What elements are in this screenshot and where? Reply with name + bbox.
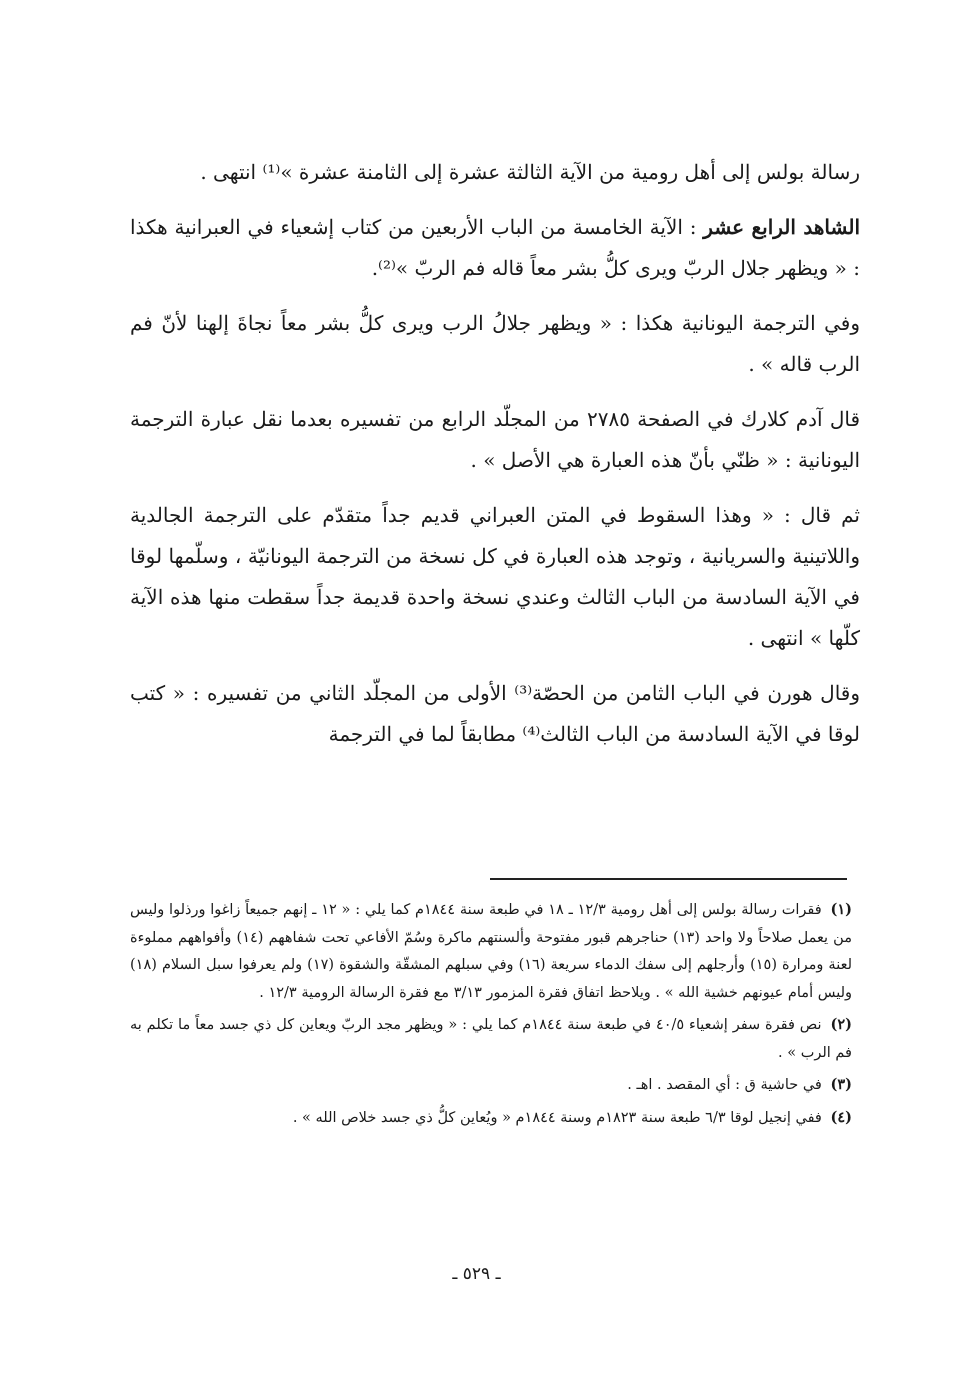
- paragraph-3-text: وفي الترجمة اليونانية هكذا : « ويظهر جلالُ الرب ويرى كلُّ بشر معاً نجاةَ إلهنا لأنّ فم الرب قاله » .: [130, 311, 860, 376]
- paragraph-2-text: : الآية الخامسة من الباب الأربعين من كتاب إشعياء في العبرانية هكذا : « ويظهر جلال الربّ ويرى كلُّ بشر معاً قاله فم الربّ »⁽²⁾.: [130, 215, 860, 280]
- footnote-separator: [490, 878, 847, 880]
- paragraph-4: [130, 399, 860, 481]
- footnote-3-text: في حاشية ق : أي المقصد . اهـ .: [627, 1077, 822, 1093]
- footnote-3-number: (٣): [830, 1076, 852, 1093]
- footnote-4-number: (٤): [830, 1108, 852, 1126]
- paragraph-6-text: وقال هورن في الباب الثامن من الحصّة⁽³⁾ الأولى من المجلّد الثاني من تفسيره : « كتب لوقا في الآية السادسة من الباب الثالث⁽⁴⁾ مطابقاً لما في الترجمة: [130, 681, 861, 746]
- paragraph-5-text: ثم قال : « وهذا السقوط في المتن العبراني قديم جداً متقدّم على الترجمة الجالدية واللاتينية والسريانية ، وتوجد هذه العبارة في كل نسخة من الترجمة اليونانيّة ، وسلّمها لوقا في الآية السادسة من الباب الثالث وعندي نسخة واحدة قديمة جداً سقطت منها هذه الآية كلّها » انتهى .: [130, 503, 860, 650]
- footnote-2-text: نص فقرة سفر إشعياء ٤٠/٥ في طبعة سنة ١٨٤٤م كما يلي : « ويظهر مجد الربّ ويعاين كل ذي جسد معاً ما تكلم به فم الرب » .: [130, 1017, 852, 1061]
- paragraph-4-text: قال آدم كلارك في الصفحة ٢٧٨٥ من المجلّد الرابع من تفسيره بعدما نقل عبارة الترجمة اليونانية : « ظنّي بأنّ هذه العبارة هي الأصل » .: [130, 407, 860, 472]
- footnote-4-text: ففي إنجيل لوقا ٦/٣ طبعة سنة ١٨٢٣م وسنة ١٨٤٤م « ويُعاين كلُّ ذي جسد خلاص الله » .: [292, 1109, 822, 1126]
- paragraph-5: [130, 495, 860, 659]
- footnote-1-text: فقرات رسالة بولس إلى أهل رومية ١٢/٣ ـ ١٨ في طبعة سنة ١٨٤٤م كما يلي : « ١٢ ـ إنهم جميعاً زاغوا ورذلوا وليس من يعمل صلاحاً ولا واحد (١٣) حناجرهم قبور مفتوحة وألسنتهم ماكرة وسُمّ الأفاعي تحت شفاههم (١٤) وأفواههم مملوءة لعنة ومرارة (١٥) وأرجلهم إلى سفك الدماء سريعة (١٦) وفي سبلهم المشقّة والشقوة (١٧) ولم يعرفوا سبل السلام (١٨) وليس أمام عيونهم خشية الله » . ويلاحظ اتفاق فقرة المزمور ٣/١٣ مع فقرة الرسالة الرومية ١٢/٣ .: [130, 902, 852, 1001]
- footnote-1-number: (١): [830, 901, 853, 918]
- paragraph-1: [130, 152, 860, 193]
- main-text: [130, 150, 860, 769]
- footnote-2: [130, 1011, 852, 1067]
- paragraph-2-lead: الشاهد الرابع عشر: [703, 215, 860, 239]
- paragraph-6: [130, 673, 860, 755]
- paragraph-3: [130, 303, 860, 385]
- footnote-1: [130, 896, 852, 1007]
- paragraph-2: [130, 207, 860, 289]
- footnote-2-number: (٢): [830, 1016, 853, 1033]
- footnote-3: [130, 1071, 852, 1100]
- page-number: ـ ٥٢٩ ـ: [452, 1264, 501, 1284]
- footnotes: [130, 896, 852, 1136]
- paragraph-1-text: رسالة بولس إلى أهل رومية من الآية الثالثة عشرة إلى الثامنة عشرة »⁽¹⁾ انتهى .: [200, 160, 860, 184]
- footnote-4: [130, 1104, 852, 1133]
